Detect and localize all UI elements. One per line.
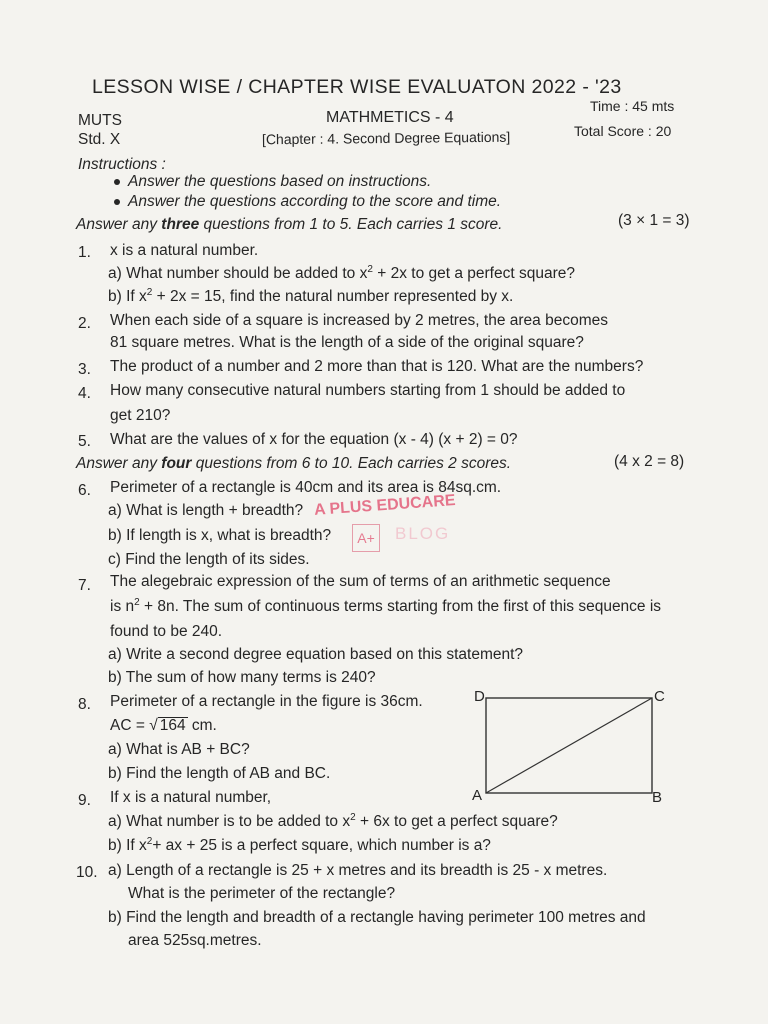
instructions-heading: Instructions : <box>78 156 166 173</box>
question-text: When each side of a square is increased by 2 metres, the area becomes <box>110 312 608 329</box>
bullet-icon <box>114 199 120 205</box>
watermark-letters: BLOG <box>395 524 451 543</box>
rectangle-figure <box>466 688 666 808</box>
page-title: LESSON WISE / CHAPTER WISE EVALUATON 2022 - '23 <box>92 76 622 98</box>
question-part: b) The sum of how many terms is 240? <box>108 669 376 686</box>
question-number: 8. <box>78 696 91 713</box>
question-number: 7. <box>78 577 91 594</box>
question-number: 9. <box>78 792 91 809</box>
instruction-item: Answer the questions based on instructions. <box>114 172 431 192</box>
question-part: a) Write a second degree equation based on this statement? <box>108 646 524 663</box>
section-instruction: Answer any four questions from 6 to 10. Each carries 2 scores. <box>76 455 512 472</box>
question-part: b) If $x^2+$ ax + 25 is a perfect square, which number is a? <box>108 835 491 854</box>
question-text: Perimeter of a rectangle in the figure is 36cm. <box>110 693 423 710</box>
vertex-label-d: D <box>474 688 485 705</box>
question-part: a) What number is to be added to $x^2 + 6x$ to get a perfect square? <box>108 811 558 830</box>
question-part: b) If $x^2 + 2x = 15$, find the natural number represented by x. <box>108 286 514 305</box>
question-text: The product of a number and 2 more than that is 120. What are the numbers? <box>110 358 644 375</box>
question-number: 3. <box>78 361 91 378</box>
question-text: The alegebraic expression of the sum of terms of an arithmetic sequence <box>110 573 611 590</box>
section-marks: (3 × 1 = 3) <box>618 212 690 229</box>
question-text: How many consecutive natural numbers starting from 1 should be added to <box>110 382 626 399</box>
question-text: found to be 240. <box>110 623 223 640</box>
question-part: b) Find the length of AB and BC. <box>108 765 331 782</box>
chapter: [Chapter : 4. Second Degree Equations] <box>261 128 511 148</box>
question-part: b) If length is x, what is breadth? <box>108 527 332 544</box>
question-number: 1. <box>78 244 91 261</box>
question-text: x is a natural number. <box>110 242 259 259</box>
question-number: 4. <box>78 385 91 402</box>
total-score: Total Score : 20 <box>574 123 672 139</box>
school-name: MUTS <box>78 112 122 129</box>
instruction-item: Answer the questions according to the score and time. <box>114 192 501 212</box>
question-text: 81 square metres. What is the length of a side of the original square? <box>110 334 584 351</box>
question-part: b) Find the length and breadth of a rectangle having perimeter 100 metres and <box>108 909 646 926</box>
question-number: 5. <box>78 433 91 450</box>
question-text: AC = √ 164 cm. <box>110 717 217 734</box>
section-instruction: Answer any three questions from 1 to 5. Each carries 1 score. <box>76 216 503 233</box>
vertex-label-c: C <box>654 688 665 705</box>
question-text: If x is a natural number, <box>110 789 272 806</box>
question-part: area 525sq.metres. <box>128 932 262 949</box>
question-part: a) What is length + breadth? <box>108 502 304 519</box>
bullet-icon <box>114 179 120 185</box>
question-number: 6. <box>78 482 91 499</box>
question-part: c) Find the length of its sides. <box>108 551 310 568</box>
question-part: a) What number should be added to $x^2 + 2x$ to get a perfect square? <box>108 263 575 282</box>
time: Time : 45 mts <box>590 98 675 114</box>
watermark-logo: A+ <box>352 524 380 552</box>
standard: Std. X <box>78 131 121 148</box>
watermark-text: A PLUS EDUCARE <box>313 492 457 519</box>
question-part: What is the perimeter of the rectangle? <box>128 885 396 902</box>
question-text: get 210? <box>110 407 171 424</box>
section-marks: (4 x 2 = 8) <box>614 453 685 470</box>
vertex-label-b: B <box>652 789 663 806</box>
rectangle-diagram <box>466 688 666 803</box>
question-text: is $n^2 + 8n$. The sum of continuous terms starting from the first of this sequence is <box>110 596 662 615</box>
question-number: 10. <box>76 864 98 881</box>
subject: MATHMETICS - 4 <box>326 109 454 126</box>
question-part: a) What is AB + BC? <box>108 741 250 758</box>
question-part: a) Length of a rectangle is 25 + x metres and its breadth is 25 - x metres. <box>108 862 608 879</box>
question-text: What are the values of x for the equation (x - 4) (x + 2) = 0? <box>110 431 518 448</box>
question-number: 2. <box>78 315 91 332</box>
diagonal-ac <box>486 698 652 793</box>
vertex-label-a: A <box>472 787 483 804</box>
question-text: Perimeter of a rectangle is 40cm and its area is 84sq.cm. <box>110 479 502 496</box>
